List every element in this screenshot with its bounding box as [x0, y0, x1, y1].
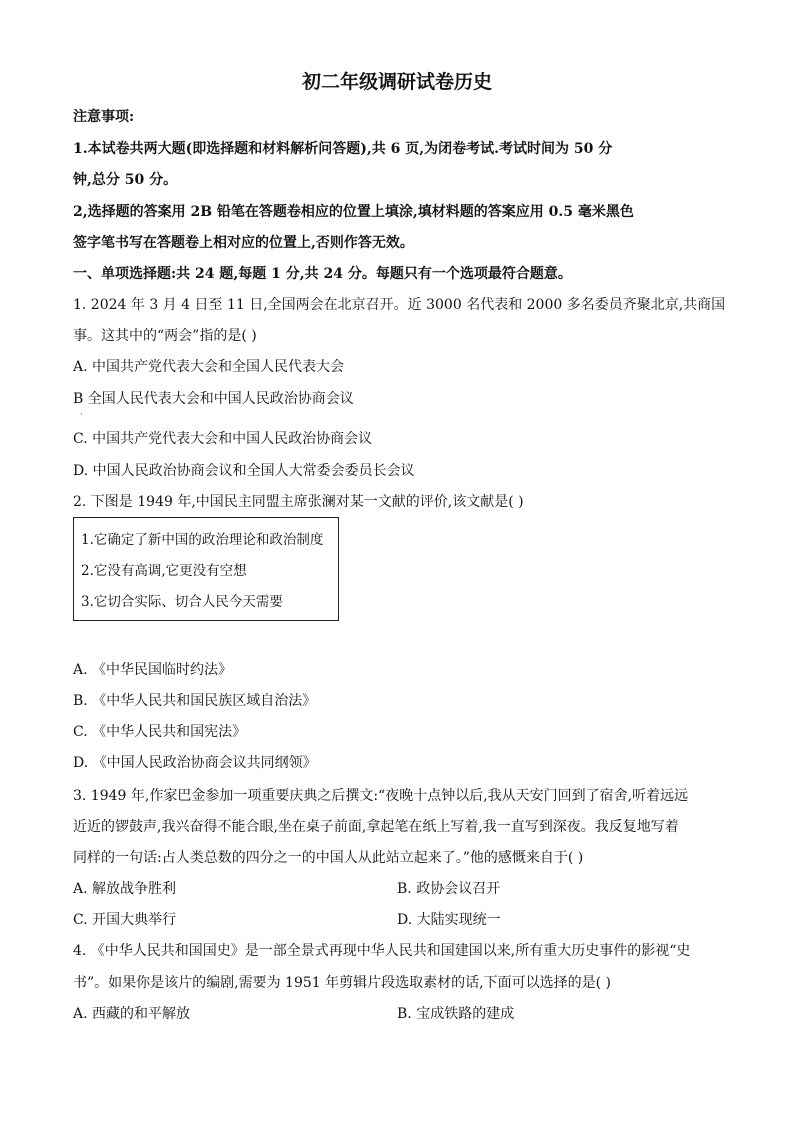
- section-heading: 一、单项选择题:共 24 题,每题 1 分,共 24 分。每题只有一个选项最符合题意。: [73, 266, 572, 282]
- question-3-option-d: D. 大陆实现统一: [397, 912, 501, 928]
- question-4-stem-cont: 书”。如果你是该片的编剧,需要为 1951 年剪辑片段选取素材的话,下面可以选择的是( ): [73, 975, 611, 991]
- notice-item-1-cont: 钟,总分 50 分。: [73, 172, 178, 188]
- stray-dot: ·: [80, 410, 83, 419]
- question-3-option-b: B. 政协会议召开: [397, 881, 501, 897]
- question-2-option-a: A. 《中华民国临时约法》: [73, 662, 233, 678]
- question-4-option-b: B. 宝成铁路的建成: [397, 1006, 515, 1022]
- notice-item-2-cont: 签字笔书写在答题卷上相对应的位置上,否则作答无效。: [73, 235, 414, 251]
- question-3-option-c: C. 开国大典举行: [73, 912, 177, 928]
- question-1-stem: 1. 2024 年 3 月 4 日至 11 日,全国两会在北京召开。近 3000 名代表和 2000 多名委员齐聚北京,共商国: [73, 297, 726, 313]
- question-1-option-d: D. 中国人民政治协商会议和全国人大常委会委员长会议: [73, 463, 415, 479]
- question-1-option-a: A. 中国共产党代表大会和全国人民代表大会: [73, 359, 345, 375]
- question-4-stem: 4. 《中华人民共和国国史》是一部全景式再现中华人民共和国建国以来,所有重大历史事件的影视“史: [73, 943, 691, 959]
- quote-box: [73, 517, 339, 621]
- question-2-option-d: D. 《中国人民政治协商会议共同纲领》: [73, 755, 317, 771]
- page-title: 初二年级调研试卷历史: [301, 71, 492, 93]
- question-3-option-a: A. 解放战争胜利: [73, 881, 177, 897]
- question-1-option-c: C. 中国共产党代表大会和中国人民政治协商会议: [73, 431, 373, 447]
- question-2-option-b: B. 《中华人民共和国民族区域自治法》: [73, 693, 317, 709]
- quote-line-2: 2.它没有高调,它更没有空想: [81, 563, 247, 579]
- question-3-stem: 3. 1949 年,作家巴金参加一项重要庆典之后撰文:“夜晚十点钟以后,我从天安门回到了宿舍,听着远远: [73, 788, 689, 804]
- notice-heading: 注意事项:: [73, 109, 135, 125]
- quote-line-1: 1.它确定了新中国的政治理论和政治制度: [81, 532, 324, 548]
- notice-item-1: 1.本试卷共两大题(即选择题和材料解析问答题),共 6 页,为闭卷考试.考试时间为 50 分: [73, 141, 613, 157]
- question-1-stem-cont: 事。这其中的“两会”指的是( ): [73, 328, 257, 344]
- question-3-stem-cont-1: 近近的锣鼓声,我兴奋得不能合眼,坐在桌子前面,拿起笔在纸上写着,我一直写到深夜。我反复地写着: [73, 819, 679, 835]
- question-3-stem-cont-2: 同样的一句话:占人类总数的四分之一的中国人从此站立起来了。”他的感慨来自于( ): [73, 850, 584, 866]
- question-2-stem: 2. 下图是 1949 年,中国民主同盟主席张澜对某一文献的评价,该文献是( ): [73, 494, 524, 510]
- question-2-option-c: C. 《中华人民共和国宪法》: [73, 724, 247, 740]
- notice-item-2: 2,选择题的答案用 2B 铅笔在答题卷相应的位置上填涂,填材料题的答案应用 0.5 毫米黑色: [73, 204, 634, 220]
- question-4-option-a: A. 西藏的和平解放: [73, 1006, 191, 1022]
- quote-line-3: 3.它切合实际、切合人民今天需要: [81, 594, 283, 610]
- question-1-option-b: B 全国人民代表大会和中国人民政治协商会议: [73, 391, 354, 407]
